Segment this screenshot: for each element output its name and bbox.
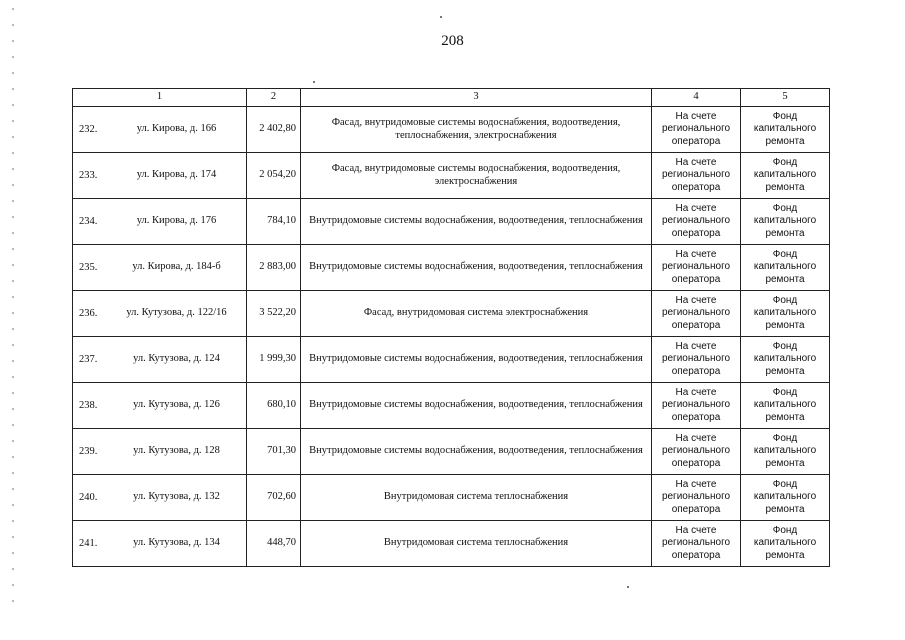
row-number-address-cell [73,245,247,291]
area-cell: 702,60 [247,475,301,521]
row-number-address-cell [73,199,247,245]
repair-program-table [72,88,830,567]
funding-source-cell: Фонд капитального ремонта [741,291,830,337]
address: ул. Кутузова, д. 126 [133,399,220,411]
row-number: 234. [79,215,98,227]
funding-source-cell: Фонд капитального ремонта [741,475,830,521]
area-cell: 1 999,30 [247,337,301,383]
fund-account-cell: На счете регионального оператора [652,337,741,383]
row-number: 240. [79,491,98,503]
fund-account-cell: На счете регионального оператора [652,199,741,245]
funding-source-cell: Фонд капитального ремонта [741,521,830,567]
row-number-address-cell [73,337,247,383]
fund-account-cell: На счете регионального оператора [652,383,741,429]
scan-speck [627,586,629,588]
row-number-address-cell [73,383,247,429]
address: ул. Кирова, д. 184-б [132,261,221,273]
row-number-address-cell [73,107,247,153]
table-row [73,521,830,567]
column-header-4: 4 [652,89,741,107]
fund-account-cell: На счете регионального оператора [652,429,741,475]
works-cell: Внутридомовые системы водоснабжения, водоотведения, теплоснабжения [301,383,652,429]
works-cell: Внутридомовые системы водоснабжения, водоотведения, теплоснабжения [301,429,652,475]
table-row [73,199,830,245]
table-row [73,291,830,337]
funding-source-cell: Фонд капитального ремонта [741,245,830,291]
works-cell: Фасад, внутридомовые системы водоснабжения, водоотведения, теплоснабжения, электроснабжения [301,107,652,153]
binding-margin-marks [12,8,14,608]
row-number: 236. [79,307,98,319]
address: ул. Кутузова, д. 134 [133,537,220,549]
address: ул. Кирова, д. 174 [136,169,217,181]
funding-source-cell: Фонд капитального ремонта [741,153,830,199]
row-number-address-cell [73,475,247,521]
table-row [73,429,830,475]
works-cell: Внутридомовые системы водоснабжения, водоотведения, теплоснабжения [301,199,652,245]
funding-source-cell: Фонд капитального ремонта [741,199,830,245]
row-number: 232. [79,123,98,135]
column-header-5: 5 [741,89,830,107]
works-cell: Фасад, внутридомовые системы водоснабжения, водоотведения, электроснабжения [301,153,652,199]
row-number: 239. [79,445,98,457]
scan-speck [440,16,442,18]
works-cell: Внутридомовая система теплоснабжения [301,521,652,567]
row-number-address-cell [73,291,247,337]
column-header-3: 3 [301,89,652,107]
table-row [73,337,830,383]
funding-source-cell: Фонд капитального ремонта [741,107,830,153]
area-cell: 2 883,00 [247,245,301,291]
area-cell: 3 522,20 [247,291,301,337]
row-number: 237. [79,353,98,365]
table-row [73,383,830,429]
fund-account-cell: На счете регионального оператора [652,291,741,337]
row-number: 241. [79,537,98,549]
area-cell: 784,10 [247,199,301,245]
address: ул. Кутузова, д. 122/16 [126,307,227,319]
area-cell: 448,70 [247,521,301,567]
row-number-address-cell [73,153,247,199]
fund-account-cell: На счете регионального оператора [652,107,741,153]
area-cell: 680,10 [247,383,301,429]
table-row [73,107,830,153]
column-header-2: 2 [247,89,301,107]
area-cell: 2 402,80 [247,107,301,153]
table-row [73,153,830,199]
row-number-address-cell [73,521,247,567]
row-number: 233. [79,169,98,181]
fund-account-cell: На счете регионального оператора [652,475,741,521]
works-cell: Фасад, внутридомовая система электроснабжения [301,291,652,337]
fund-account-cell: На счете регионального оператора [652,245,741,291]
works-cell: Внутридомовая система теплоснабжения [301,475,652,521]
scan-speck [313,81,315,83]
table-row [73,475,830,521]
address: ул. Кирова, д. 176 [136,215,217,227]
row-number-address-cell [73,429,247,475]
page-number: 208 [441,33,464,49]
address: ул. Кирова, д. 166 [136,123,217,135]
funding-source-cell: Фонд капитального ремонта [741,337,830,383]
address: ул. Кутузова, д. 128 [133,445,220,457]
row-number: 235. [79,261,98,273]
row-number: 238. [79,399,98,411]
table-body [73,107,830,567]
fund-account-cell: На счете регионального оператора [652,153,741,199]
column-header-1: 1 [73,89,247,107]
funding-source-cell: Фонд капитального ремонта [741,429,830,475]
works-cell: Внутридомовые системы водоснабжения, водоотведения, теплоснабжения [301,245,652,291]
area-cell: 2 054,20 [247,153,301,199]
address: ул. Кутузова, д. 132 [133,491,220,503]
works-cell: Внутридомовые системы водоснабжения, водоотведения, теплоснабжения [301,337,652,383]
table-row [73,245,830,291]
address: ул. Кутузова, д. 124 [133,353,220,365]
funding-source-cell: Фонд капитального ремонта [741,383,830,429]
column-number-header-row [73,89,830,107]
fund-account-cell: На счете регионального оператора [652,521,741,567]
area-cell: 701,30 [247,429,301,475]
